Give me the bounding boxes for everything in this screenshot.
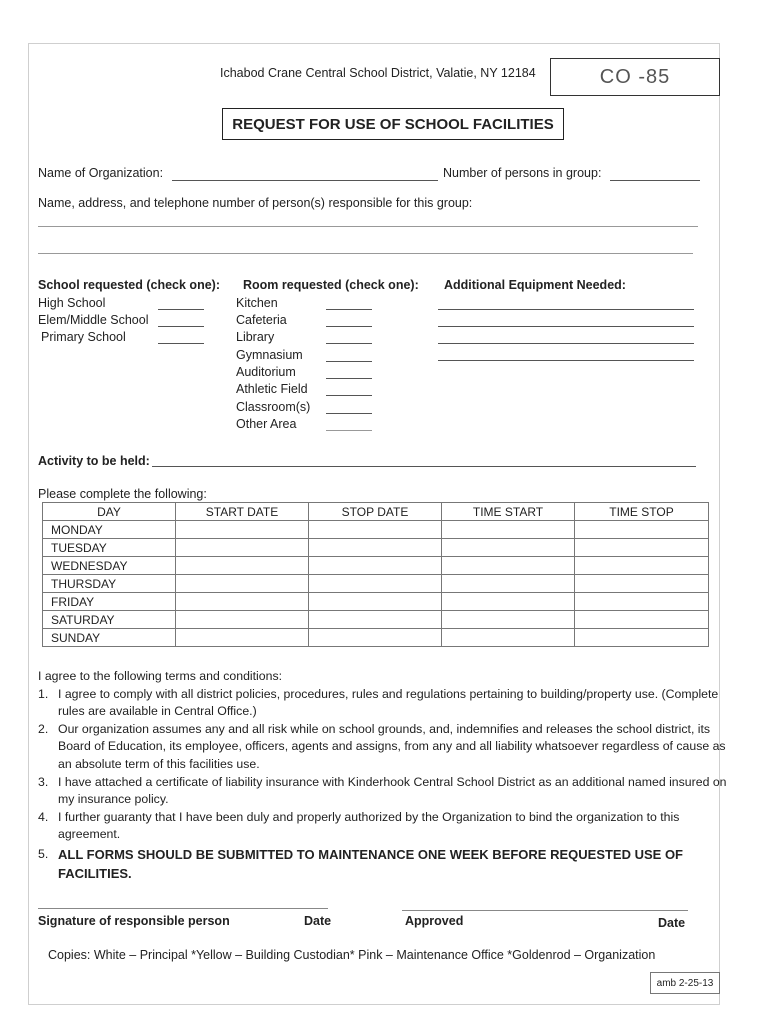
start-date-cell[interactable] (176, 521, 309, 539)
room-check-blank[interactable] (326, 430, 372, 431)
time-stop-cell[interactable] (575, 521, 709, 539)
start-date-cell[interactable] (176, 539, 309, 557)
responsible-field-line-2[interactable] (38, 253, 693, 254)
term-number: 2. (38, 721, 49, 736)
stop-date-cell[interactable] (309, 611, 442, 629)
equipment-field-line[interactable] (438, 326, 694, 327)
room-check-blank[interactable] (326, 309, 372, 310)
version-stamp: amb 2-25-13 (650, 972, 720, 994)
room-check-blank[interactable] (326, 378, 372, 379)
form-title: REQUEST FOR USE OF SCHOOL FACILITIES (222, 108, 564, 140)
time-start-cell[interactable] (442, 629, 575, 647)
room-check-blank[interactable] (326, 395, 372, 396)
day-cell: MONDAY (43, 521, 176, 539)
term-item (38, 721, 728, 774)
date-label: Date (304, 914, 332, 928)
day-cell: SUNDAY (43, 629, 176, 647)
start-date-cell[interactable] (176, 611, 309, 629)
room-option: Cafeteria (236, 313, 287, 327)
stop-date-cell[interactable] (309, 629, 442, 647)
time-stop-cell[interactable] (575, 593, 709, 611)
term-number: 1. (38, 686, 49, 701)
room-option: Auditorium (236, 365, 296, 379)
start-date-cell[interactable] (176, 629, 309, 647)
day-cell: TUESDAY (43, 539, 176, 557)
day-cell: WEDNESDAY (43, 557, 176, 575)
time-start-cell[interactable] (442, 539, 575, 557)
stop-date-cell[interactable] (309, 593, 442, 611)
room-heading: Room requested (check one): (243, 278, 419, 292)
equipment-field-line[interactable] (438, 360, 694, 361)
term-item (38, 846, 728, 883)
column-header: DAY (43, 503, 176, 521)
activity-field[interactable] (152, 466, 696, 467)
school-check-blank[interactable] (158, 309, 204, 310)
column-header: TIME STOP (575, 503, 709, 521)
table-row (43, 521, 709, 539)
room-option: Classroom(s) (236, 400, 311, 414)
column-header: START DATE (176, 503, 309, 521)
room-check-blank[interactable] (326, 326, 372, 327)
room-check-blank[interactable] (326, 361, 372, 362)
room-option: Library (236, 330, 275, 344)
term-warning-text: ALL FORMS SHOULD BE SUBMITTED TO MAINTENANCE ONE WEEK BEFORE REQUESTED USE OF FACILITIES. (58, 846, 683, 881)
stop-date-cell[interactable] (309, 521, 442, 539)
approval-date-label: Date (658, 916, 686, 930)
term-text: Our organization assumes any and all risk while on school grounds, and, indemnifies and releases the school district, its Board of Education, its employee, officers, agents and assigns, from any and all liability whatsoever regardless of cause as an absolute term of this facilities use. (58, 721, 726, 771)
activity-label: Activity to be held: (38, 454, 150, 468)
district-name: Ichabod Crane Central School District, Valatie, NY 12184 (220, 66, 536, 80)
column-header: STOP DATE (309, 503, 442, 521)
time-stop-cell[interactable] (575, 629, 709, 647)
term-item (38, 809, 728, 844)
responsible-label: Name, address, and telephone number of person(s) responsible for this group: (38, 196, 473, 210)
room-check-blank[interactable] (326, 413, 372, 414)
responsible-field-line-1[interactable] (38, 226, 698, 227)
column-header: TIME START (442, 503, 575, 521)
school-check-blank[interactable] (158, 326, 204, 327)
signature-line[interactable] (38, 908, 328, 909)
term-number: 4. (38, 809, 49, 824)
school-option: Primary School (41, 330, 126, 344)
table-row (43, 539, 709, 557)
day-cell: FRIDAY (43, 593, 176, 611)
table-row (43, 629, 709, 647)
signature-label: Signature of responsible person (38, 914, 230, 928)
time-stop-cell[interactable] (575, 557, 709, 575)
term-text: I agree to comply with all district policies, procedures, rules and regulations pertaining to building/property use. (Complete rules are available in Central Office.) (58, 686, 719, 719)
term-item (38, 774, 728, 809)
day-cell: SATURDAY (43, 611, 176, 629)
start-date-cell[interactable] (176, 557, 309, 575)
persons-field[interactable] (610, 180, 700, 181)
table-row (43, 575, 709, 593)
equipment-heading: Additional Equipment Needed: (444, 278, 626, 292)
table-row (43, 611, 709, 629)
terms-section (38, 668, 728, 883)
term-item (38, 686, 728, 721)
schedule-table (42, 502, 709, 647)
form-code-box: CO -85 (550, 58, 720, 96)
term-text: I further guaranty that I have been duly and properly authorized by the Organization to bind the organization to this agreement. (58, 809, 680, 842)
stop-date-cell[interactable] (309, 557, 442, 575)
school-check-blank[interactable] (158, 343, 204, 344)
time-start-cell[interactable] (442, 611, 575, 629)
persons-label: Number of persons in group: (443, 166, 602, 180)
stop-date-cell[interactable] (309, 539, 442, 557)
room-option: Other Area (236, 417, 297, 431)
start-date-cell[interactable] (176, 575, 309, 593)
time-stop-cell[interactable] (575, 611, 709, 629)
approval-line[interactable] (402, 910, 688, 911)
schedule-intro: Please complete the following: (38, 487, 207, 501)
room-option: Athletic Field (236, 382, 308, 396)
copies-distribution: Copies: White – Principal *Yellow – Building Custodian* Pink – Maintenance Office *Goldenrod – Organization (48, 948, 656, 962)
school-option: High School (38, 296, 106, 310)
room-option: Kitchen (236, 296, 278, 310)
time-start-cell[interactable] (442, 521, 575, 539)
time-start-cell[interactable] (442, 557, 575, 575)
time-start-cell[interactable] (442, 575, 575, 593)
term-number: 3. (38, 774, 49, 789)
equipment-field-line[interactable] (438, 343, 694, 344)
start-date-cell[interactable] (176, 593, 309, 611)
term-number: 5. (38, 846, 49, 861)
approved-label: Approved (405, 914, 464, 928)
terms-intro: I agree to the following terms and conditions: (38, 669, 283, 683)
equipment-field-line[interactable] (438, 309, 694, 310)
school-option: Elem/Middle School (38, 313, 149, 327)
table-row (43, 593, 709, 611)
org-name-field[interactable] (172, 180, 438, 181)
org-name-label: Name of Organization: (38, 166, 164, 180)
day-cell: THURSDAY (43, 575, 176, 593)
room-check-blank[interactable] (326, 343, 372, 344)
table-row (43, 557, 709, 575)
stop-date-cell[interactable] (309, 575, 442, 593)
table-header-row (43, 503, 709, 521)
time-stop-cell[interactable] (575, 539, 709, 557)
time-stop-cell[interactable] (575, 575, 709, 593)
school-heading: School requested (check one): (38, 278, 220, 292)
time-start-cell[interactable] (442, 593, 575, 611)
term-text: I have attached a certificate of liability insurance with Kinderhook Central School District as an additional named insured on my insurance policy. (58, 774, 727, 807)
room-option: Gymnasium (236, 348, 303, 362)
